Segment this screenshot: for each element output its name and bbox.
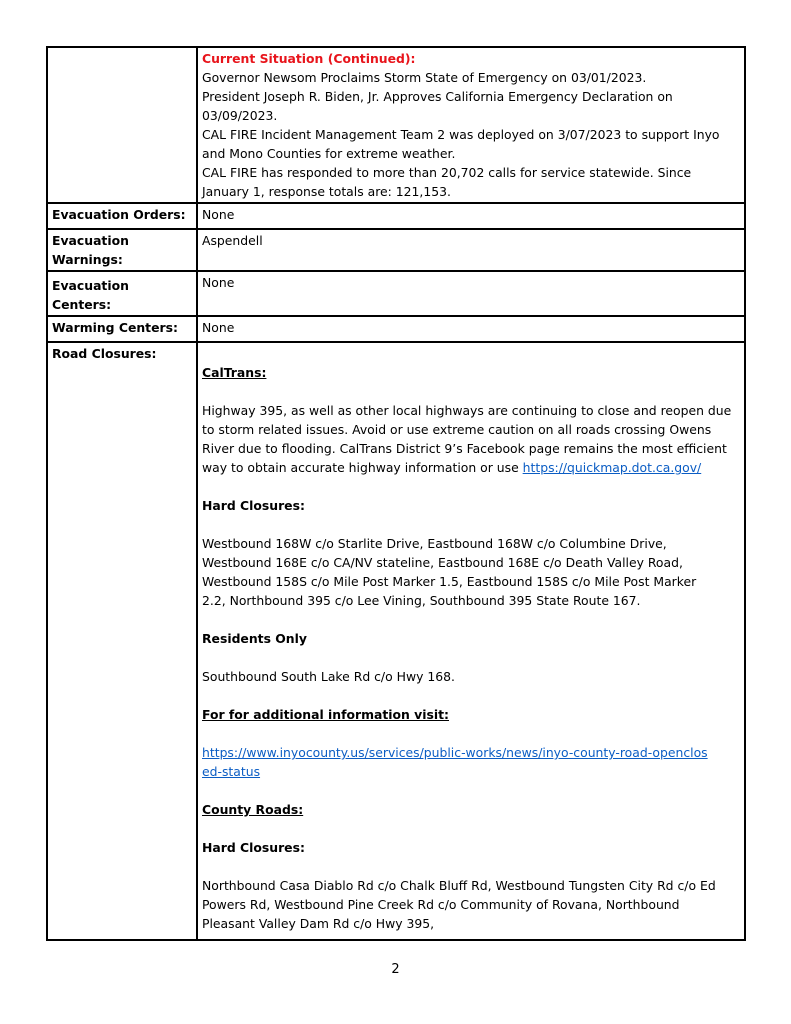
evacuation-centers-label [47,271,197,316]
situation-line: CAL FIRE Incident Management Team 2 was deployed on 3/07/2023 to support Inyo [202,127,720,142]
caltrans-line-with-link [202,458,738,477]
road-closures-row [47,342,745,940]
county-closure-line: Pleasant Valley Dam Rd c/o Hwy 395, [202,916,435,931]
warming-centers-value: None [197,316,745,342]
evacuation-centers-value: None [197,271,745,316]
caltrans-heading: CalTrans: [202,365,267,380]
evacuation-orders-value: None [197,203,745,229]
county-closure-line: Powers Rd, Westbound Pine Creek Rd c/o Community of Rovana, Northbound [202,897,680,912]
inyo-road-status-link-cont[interactable]: ed-status [202,764,261,779]
situation-line: President Joseph R. Biden, Jr. Approves California Emergency Declaration on [202,89,673,104]
caltrans-line: Highway 395, as well as other local highways are continuing to close and reopen due [202,403,732,418]
caltrans-line: River due to flooding. CalTrans District 9’s Facebook page remains the most efficient [202,441,727,456]
hard-closure-line: Westbound 158S c/o Mile Post Marker 1.5, Eastbound 158S c/o Mile Post Marker [202,574,697,589]
road-closures-cell [197,342,745,940]
evacuation-warnings-row [47,229,745,271]
inyo-road-status-link[interactable]: https://www.inyocounty.us/services/public-works/news/inyo-county-road-openclos [202,745,708,760]
warming-centers-label: Warming Centers: [47,316,197,342]
situation-line: and Mono Counties for extreme weather. [202,146,456,161]
hard-closure-line: 2.2, Northbound 395 c/o Lee Vining, Southbound 395 State Route 167. [202,593,641,608]
evacuation-orders-row [47,203,745,229]
current-situation-cell [197,47,745,203]
quickmap-link[interactable]: https://quickmap.dot.ca.gov/ [522,460,702,475]
hard-closure-line: Westbound 168E c/o CA/NV stateline, Eastbound 168E c/o Death Valley Road, [202,555,683,570]
hard-closure-line: Westbound 168W c/o Starlite Drive, Eastbound 168W c/o Columbine Drive, [202,536,667,551]
current-situation-row [47,47,745,203]
caltrans-line: way to obtain accurate highway information or use [202,460,523,475]
situation-line: CAL FIRE has responded to more than 20,702 calls for service statewide. Since [202,165,692,180]
page-number: 2 [391,962,400,977]
evacuation-warnings-value: Aspendell [197,229,745,271]
evacuation-centers-label-line2: Centers: [52,297,112,312]
current-situation-heading: Current Situation (Continued): [202,51,416,66]
situation-line: Governor Newsom Proclaims Storm State of Emergency on 03/01/2023. [202,70,647,85]
additional-info-link-wrap [202,762,738,781]
caltrans-line: to storm related issues. Avoid or use extreme caution on all roads crossing Owens [202,422,712,437]
residents-only-line: Southbound South Lake Rd c/o Hwy 168. [202,669,455,684]
county-closure-line: Northbound Casa Diablo Rd c/o Chalk Bluff Rd, Westbound Tungsten City Rd c/o Ed [202,878,716,893]
road-closures-label: Road Closures: [47,342,197,940]
county-hard-closures-heading: Hard Closures: [202,840,305,855]
situation-report-table [46,46,746,941]
evacuation-orders-label: Evacuation Orders: [47,203,197,229]
situation-line: 03/09/2023. [202,108,278,123]
empty-label-cell [47,47,197,203]
evacuation-centers-label-line1: Evacuation [52,278,129,293]
additional-info-link-wrap [202,743,738,762]
additional-info-heading: For for additional information visit: [202,707,449,722]
evacuation-centers-row [47,271,745,316]
hard-closures-heading: Hard Closures: [202,498,305,513]
county-roads-heading: County Roads: [202,802,304,817]
warming-centers-row [47,316,745,342]
residents-only-heading: Residents Only [202,631,307,646]
evacuation-warnings-label: Evacuation Warnings: [47,229,197,271]
situation-line: January 1, response totals are: 121,153. [202,184,451,199]
